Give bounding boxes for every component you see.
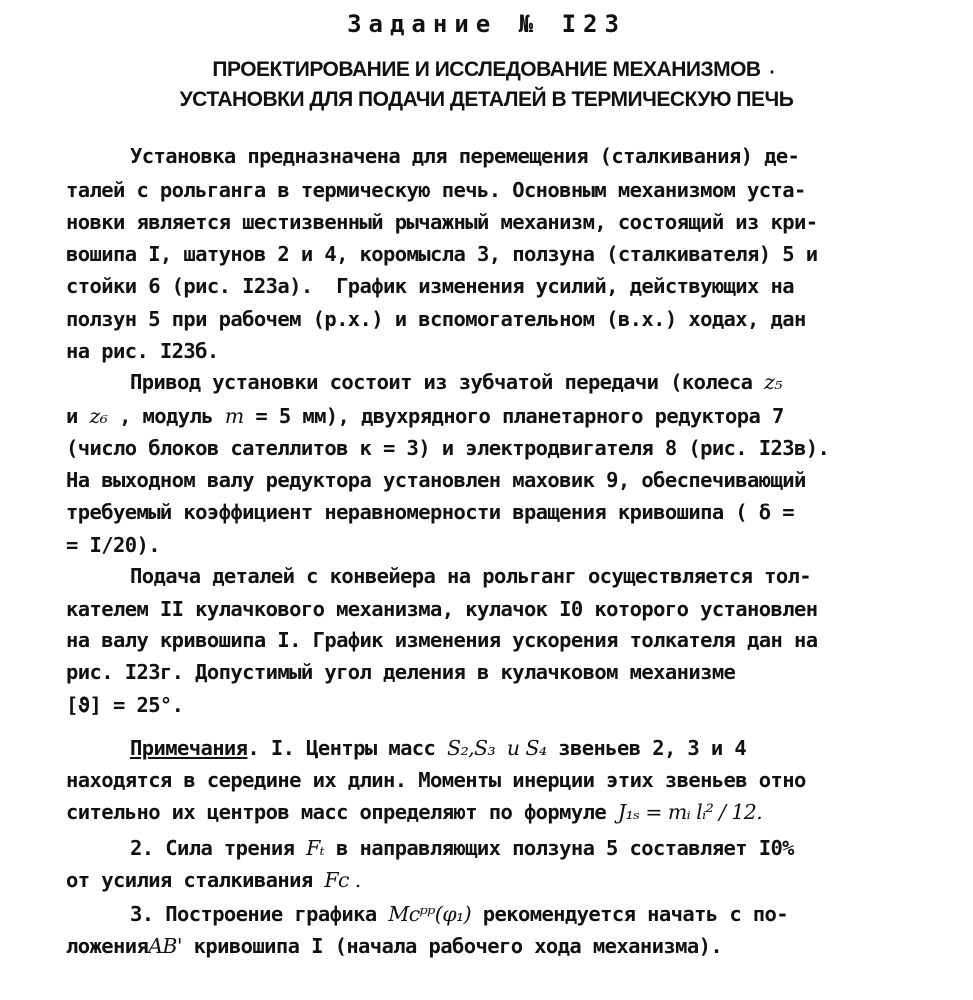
note-2-line-2	[66, 870, 361, 891]
note-3-start: 3. Построение графика	[130, 902, 377, 926]
para1-line-4: вошипа I, шатунов 2 и 4, коромысла 3, ползуна (сталкивателя) 5 и	[66, 242, 818, 266]
note-3-line-2-rest: кривошипа I (начала рабочего хода механизма).	[193, 934, 723, 958]
note-1-links: звеньев 2, 3 и 4	[558, 736, 747, 760]
note-1-line-2: находятся в середине их длин. Моменты инерции этих звеньев отно	[66, 768, 806, 792]
z5-symbol: z₅	[764, 370, 782, 394]
para2-line-2-and: и	[66, 404, 78, 428]
mass-centers-symbols: S₂,S₃ и S₄	[447, 736, 547, 760]
stray-dot-mark: ·	[766, 60, 779, 84]
para1-line-6: ползун 5 при рабочем (р.х.) и вспомогательном (в.х.) ходах, дан	[66, 307, 806, 331]
z6-symbol: z₆	[89, 404, 108, 428]
para2-line-2-rest: = 5 мм), двухрядного планетарного редуктора 7	[255, 404, 784, 428]
para1-line-1: Установка предназначена для перемещения (сталкивания) де-	[130, 144, 800, 168]
note-3-line-1	[130, 904, 788, 925]
note-1-line-3	[66, 802, 762, 823]
note-2-rest: в направляющих ползуна 5 составляет I0%	[335, 836, 794, 860]
para1-line-5: стойки 6 (рис. I23а). График изменения усилий, действующих на	[66, 274, 795, 298]
para3-line-3: на валу кривошипа I. График изменения ускорения толкателя дан на	[66, 628, 818, 652]
push-force-symbol: Fc .	[324, 868, 361, 892]
m-symbol: m	[224, 404, 244, 428]
moment-graph-symbol: Mcᵖᵖ(φ₁)	[388, 902, 471, 926]
subtitle-line-1: ПРОЕКТИРОВАНИЕ И ИССЛЕДОВАНИЕ МЕХАНИЗМОВ	[212, 58, 761, 81]
note-3-rest: рекомендуется начать с по-	[482, 902, 789, 926]
note-3-position-label: ложения	[66, 934, 149, 958]
para3-line-2: кателем II кулачкового механизма, кулачок I0 которого установлен	[66, 597, 818, 621]
notes-label: Примечания	[130, 736, 248, 760]
note-3-line-2	[66, 936, 722, 957]
note-2-line-1	[130, 838, 794, 859]
note-1-line-1	[130, 738, 746, 759]
assignment-title: Задание № I23	[347, 10, 626, 38]
para2-line-4: На выходном валу редуктора установлен маховик 9, обеспечивающий	[66, 468, 806, 492]
ab-position-symbol: AB'	[148, 934, 182, 958]
para3-line-4: рис. I23г. Допустимый угол деления в кулачковом механизме	[66, 660, 736, 684]
note-2-start: 2. Сила трения	[130, 836, 295, 860]
note-1-formula-intro: сительно их центров масс определяют по формуле	[66, 800, 607, 824]
note-1-start: . I. Центры масс	[247, 736, 436, 760]
subtitle-line-2: УСТАНОВКИ ДЛЯ ПОДАЧИ ДЕТАЛЕЙ В ТЕРМИЧЕСКУЮ ПЕЧЬ	[179, 88, 794, 111]
para2-line-2	[66, 406, 784, 427]
module-label: , модуль	[119, 404, 214, 428]
para1-line-2: талей с рольганга в термическую печь. Основным механизмом уста-	[66, 178, 806, 202]
para2-line-3: (число блоков сателлитов к = 3) и электродвигателя 8 (рис. I23в).	[66, 436, 830, 460]
para1-line-3: новки является шестизвенный рычажный механизм, состоящий из кри-	[66, 210, 818, 234]
inertia-formula: J₁ₛ = mᵢ lᵢ² / 12.	[617, 800, 763, 824]
friction-force-symbol: Fₜ	[306, 836, 325, 860]
para2-line-1	[130, 372, 782, 393]
para3-line-5: [ϑ] = 25°.	[66, 693, 184, 717]
para2-line-5: требуемый коэффициент неравномерности вращения кривошипа ( δ =	[66, 500, 795, 524]
para1-line-7: на рис. I23б.	[66, 339, 219, 363]
para3-line-1: Подача деталей с конвейера на рольганг осуществляется тол-	[130, 564, 812, 588]
para2-line-6: = I/20).	[66, 533, 160, 557]
para2-line-1-text: Привод установки состоит из зубчатой передачи (колеса	[130, 370, 753, 394]
note-2-line-2-text: от усилия сталкивания	[66, 868, 313, 892]
